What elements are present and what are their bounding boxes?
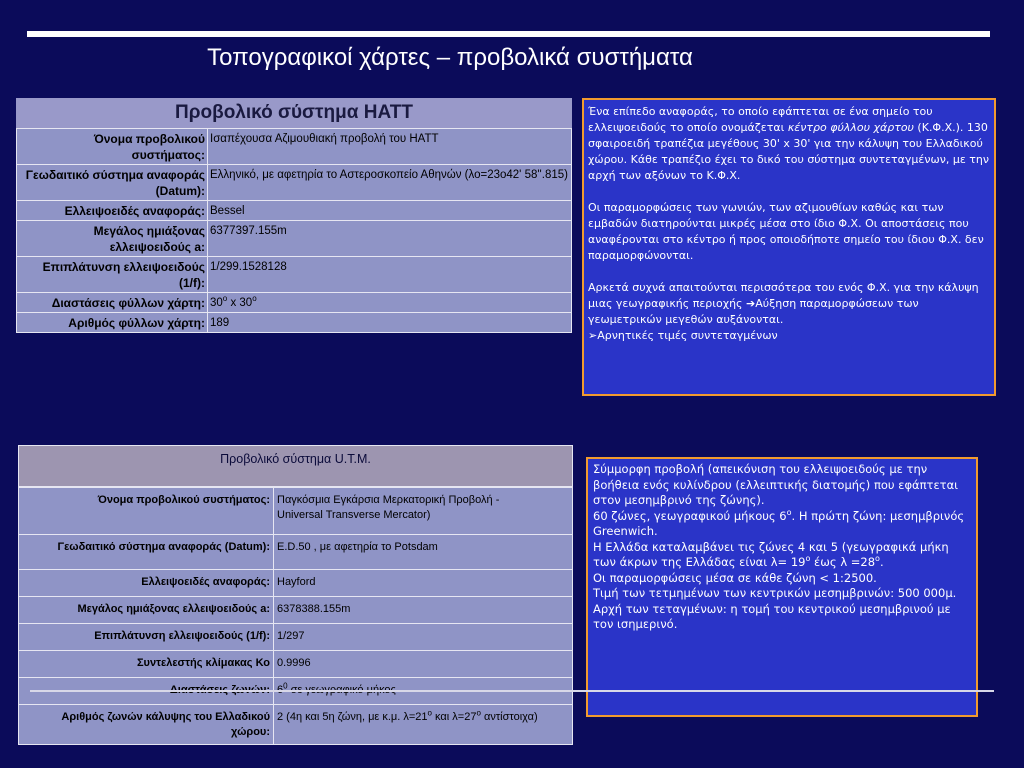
utm-heading: Προβολικό σύστημα U.T.M. [18,445,573,487]
row-label: Αριθμός φύλλων χάρτη: [17,313,208,333]
row-label: Γεωδαιτικό σύστημα αναφοράς (Datum): [19,535,274,570]
row-value: 6378388.155m [274,597,573,624]
table-row [17,221,572,257]
row-label: Ελλειψοειδές αναφοράς: [17,201,208,221]
hatt-description-box [582,98,996,396]
row-label: Αριθμός ζωνών κάλυψης του Ελλαδικού χώρου: [19,705,274,745]
hatt-table [16,98,572,333]
row-value: Ισαπέχουσα Αζιμουθιακή προβολή του HATT [208,129,572,165]
row-value: 1/299.1528128 [208,257,572,293]
row-value: 2 (4η και 5η ζώνη, με κ.μ. $\lambda=21^o$ και $\lambda=27^o$ αντίστοιχα) [274,705,573,745]
paragraph: Αρκετά συχνά απαιτούνται περισσότερα του ενός Φ.Χ. για την κάλυψη μιας γεωγραφικής περιοχής ➔Αύξηση παραμορφώσεων των γεωμετρικών μεγεθών αυξάνονται. ➢Αρνητικές τιμές συντεταγμένων [588,281,979,342]
row-label: Συντελεστής κλίμακας Κο [19,651,274,678]
row-value: Παγκόσμια Εγκάρσια Μερκατορική Προβολή - Universal Transverse Mercator) [274,488,573,535]
utm-description-box [586,457,978,717]
paragraph: Οι παραμορφώσεις των γωνιών, των αζιμουθίων καθώς και των εμβαδών διατηρούνται μικρές μέσα στο ίδιο Φ.Χ. Οι αποστάσεις που αναφέρονται στο κέντρο ή προς οποιοδήποτε σημείο του ίδιου Φ.Χ. δεν παραμορφώνονται. [588,201,984,262]
paragraph: Αρχή των τεταγμένων: η τομή του κεντρικού μεσημβρινού με τον ισημερινό. [593,601,951,631]
row-value: 1/297 [274,624,573,651]
row-label: Επιπλάτυνση ελλειψοειδούς (1/f): [17,257,208,293]
row-value: Bessel [208,201,572,221]
bullet-arrow-icon: ➢ [588,329,598,342]
row-label: Επιπλάτυνση ελλειψοειδούς (1/f): [19,624,274,651]
paragraph: Σύμμορφη προβολή (απεικόνιση του ελλειψοειδούς με την βοήθεια ενός κυλίνδρου (ελλειπτικής διατομής) που εφάπτεται στον μεσημβρινό της ζώνης). [593,462,959,507]
bottom-divider [30,690,994,692]
row-value: $30^o$ x $30^o$ [208,293,572,313]
table-row [19,597,573,624]
slide-title: Τοπογραφικοί χάρτες – προβολικά συστήματα [207,44,693,71]
row-label: Διαστάσεις φύλλων χάρτη: [17,293,208,313]
table-row [19,570,573,597]
utm-table [18,445,573,745]
table-row [17,201,572,221]
row-value: 0.9996 [274,651,573,678]
table-row [19,624,573,651]
table-row [17,129,572,165]
table-row [19,535,573,570]
row-label: Ελλειψοειδές αναφοράς: [19,570,274,597]
table-row [17,165,572,201]
hatt-heading: Προβολικό σύστημα HATT [16,98,572,128]
table-row [19,705,573,745]
row-value: 6377397.155m [208,221,572,257]
paragraph: Οι παραμορφώσεις μέσα σε κάθε ζώνη < 1:2500. [593,570,877,585]
table-row [19,651,573,678]
row-label: Μεγάλος ημιάξονας ελλειψοειδούς a: [17,221,208,257]
row-value: 189 [208,313,572,333]
table-row [17,257,572,293]
arrow-icon: ➔ [746,297,756,310]
paragraph: Τιμή των τετμημένων των κεντρικών μεσημβρινών: 500 000μ. [593,586,957,600]
row-value: Hayford [274,570,573,597]
top-divider [27,31,990,37]
row-label: Γεωδαιτικό σύστημα αναφοράς (Datum): [17,165,208,201]
row-value: 0 [274,678,573,705]
row-label: Όνομα προβολικού συστήματος: [17,129,208,165]
paragraph: Η Ελλάδα καταλαμβάνει τις ζώνες 4 και 5 (γεωγραφικά μήκη των άκρων της Ελλάδας είναι $\lambda= 19^o$ έως $\lambda =28^o$. [593,539,949,569]
row-label: Μεγάλος ημιάξονας ελλειψοειδούς a: [19,597,274,624]
row-value: Ελληνικό, με αφετηρία το Αστεροσκοπείο Αθηνών (λο=23ο42' 58''.815) [208,165,572,201]
paragraph: Ένα επίπεδο αναφοράς, το οποίο εφάπτεται σε ένα σημείο του ελλειψοειδούς το οποίο ονομάζεται κέντρο φύλλου χάρτου (Κ.Φ.Χ.). 130 σφαιροειδή τραπέζια μεγέθους 30' x 30' για την κάλυψη του Ελλαδικού χώρου. Κάθε τραπέζιο έχει το δικό του σύστημα συντεταγμένων, με την αρχή των αξόνων το Κ.Φ.Χ. [588,105,990,182]
row-value: E.D.50 , με αφετηρία το Potsdam [274,535,573,570]
table-row [19,488,573,535]
table-row [17,293,572,313]
row-label: Όνομα προβολικού συστήματος: [19,488,274,535]
table-row [17,313,572,333]
paragraph: 60 ζώνες, γεωγραφικού μήκους $6^o$. Η πρώτη ζώνη: μεσημβρινός Greenwich. [593,507,965,538]
